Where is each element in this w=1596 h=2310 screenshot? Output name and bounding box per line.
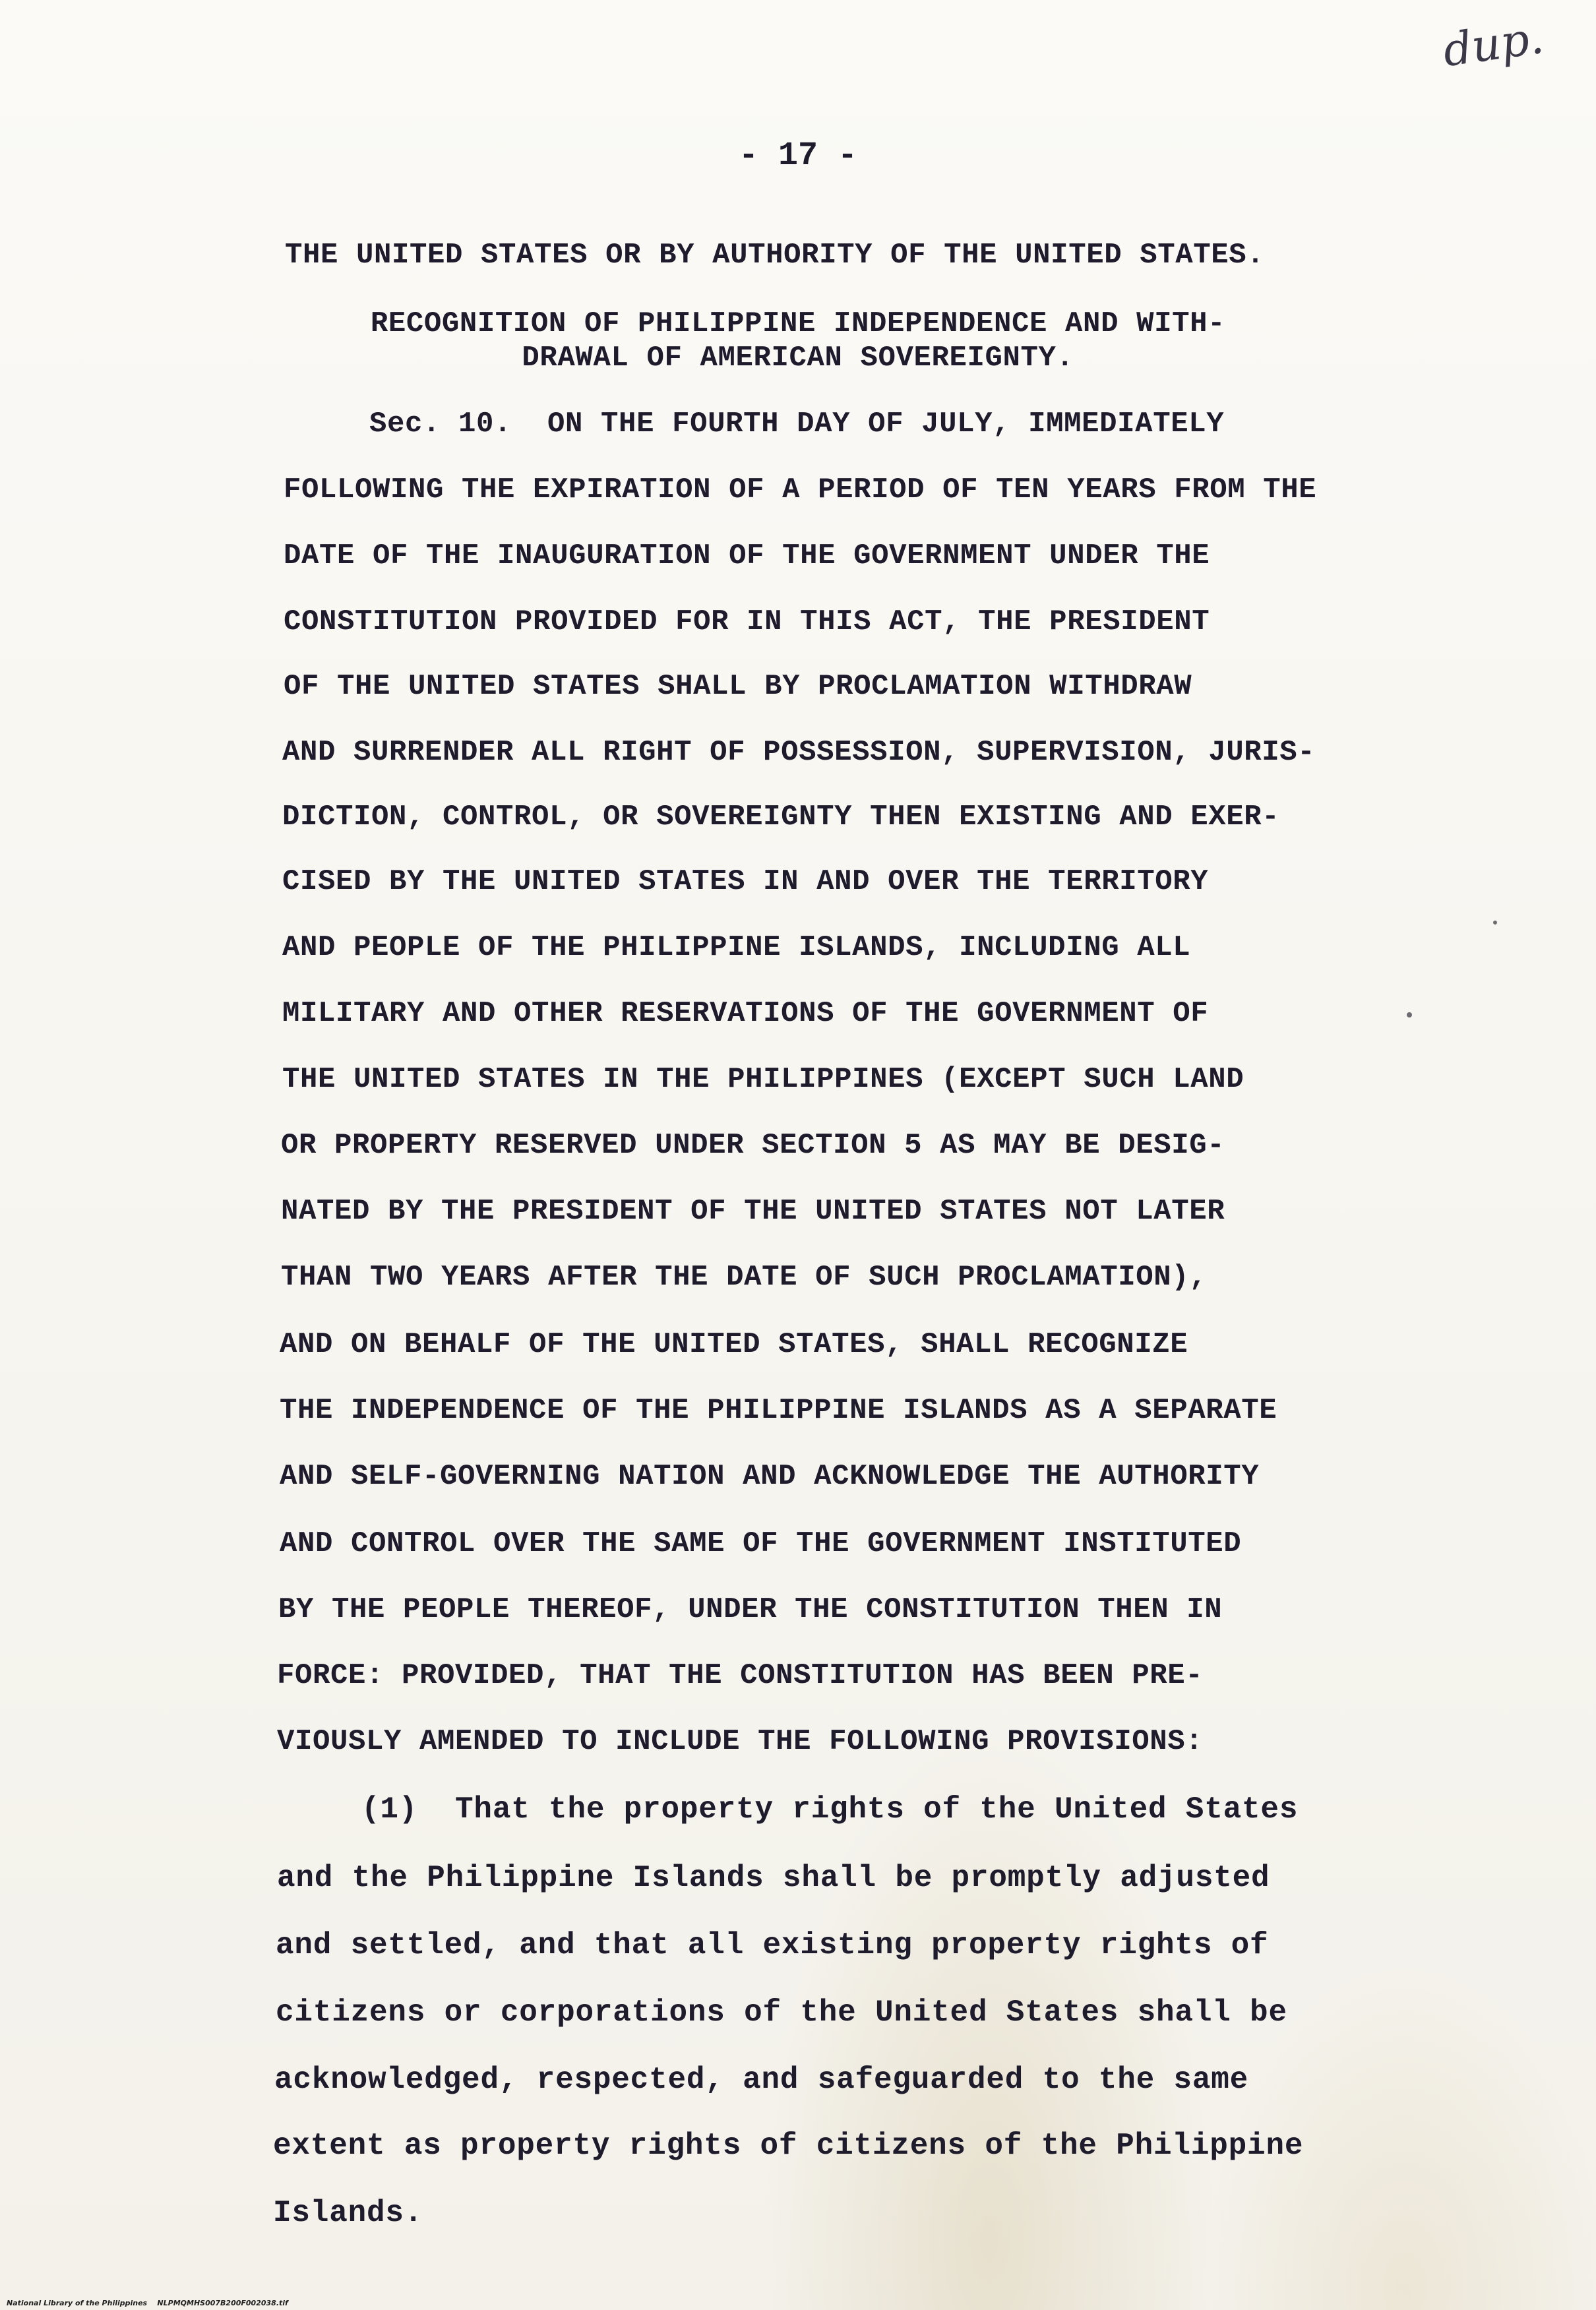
body-text-line: FOLLOWING THE EXPIRATION OF A PERIOD OF TEN YEARS FROM THE	[284, 473, 1317, 506]
body-text-line: OF THE UNITED STATES SHALL BY PROCLAMATION WITHDRAW	[284, 670, 1192, 703]
text-line-continuation: THE UNITED STATES OR BY AUTHORITY OF THE UNITED STATES.	[285, 239, 1265, 272]
paper-speck	[1493, 921, 1497, 925]
body-text-line: AND PEOPLE OF THE PHILIPPINE ISLANDS, INCLUDING ALL	[282, 931, 1191, 964]
body-text-line: VIOUSLY AMENDED TO INCLUDE THE FOLLOWING PROVISIONS:	[277, 1725, 1204, 1758]
section-heading-line-1: RECOGNITION OF PHILIPPINE INDEPENDENCE AND WITH-	[370, 307, 1226, 340]
provision-text-line: citizens or corporations of the United States shall be	[276, 1995, 1287, 2030]
body-text-line: THAN TWO YEARS AFTER THE DATE OF SUCH PROCLAMATION),	[281, 1261, 1208, 1294]
body-text-line: FORCE: PROVIDED, THAT THE CONSTITUTION HAS BEEN PRE-	[277, 1659, 1204, 1692]
body-text-line: AND SURRENDER ALL RIGHT OF POSSESSION, SUPERVISION, JURIS-	[282, 736, 1316, 769]
archive-footer: National Library of the Philippines NLPMQMHS007B200F002038.tif	[7, 2299, 288, 2307]
provision-text-line: Islands.	[273, 2196, 423, 2230]
handwritten-margin-note: dup.	[1440, 11, 1547, 78]
provision-1-first-line: (1) That the property rights of the United States	[361, 1792, 1299, 1827]
body-text-line: AND SELF-GOVERNING NATION AND ACKNOWLEDGE THE AUTHORITY	[280, 1460, 1260, 1493]
body-text-line: DICTION, CONTROL, OR SOVEREIGNTY THEN EXISTING AND EXER-	[282, 801, 1280, 834]
body-text-line: AND ON BEHALF OF THE UNITED STATES, SHALL RECOGNIZE	[280, 1328, 1188, 1361]
body-text-line: THE UNITED STATES IN THE PHILIPPINES (EXCEPT SUCH LAND	[282, 1063, 1244, 1096]
body-text-line: CONSTITUTION PROVIDED FOR IN THIS ACT, THE PRESIDENT	[284, 605, 1210, 638]
section-heading-line-2: DRAWAL OF AMERICAN SOVEREIGNTY.	[522, 342, 1074, 375]
body-text-line: MILITARY AND OTHER RESERVATIONS OF THE GOVERNMENT OF	[282, 997, 1209, 1030]
body-text-line: CISED BY THE UNITED STATES IN AND OVER THE TERRITORY	[282, 865, 1209, 898]
body-text-line: NATED BY THE PRESIDENT OF THE UNITED STATES NOT LATER	[281, 1195, 1225, 1228]
page-number: - 17 -	[738, 137, 858, 175]
provision-text-line: acknowledged, respected, and safeguarded to the same	[274, 2063, 1249, 2097]
body-text-line: BY THE PEOPLE THEREOF, UNDER THE CONSTITUTION THEN IN	[278, 1593, 1223, 1626]
section-10-first-line: Sec. 10. ON THE FOURTH DAY OF JULY, IMMEDIATELY	[369, 408, 1225, 441]
provision-text-line: and the Philippine Islands shall be promptly adjusted	[277, 1861, 1270, 1895]
provision-text-line: and settled, and that all existing property rights of	[276, 1928, 1269, 1962]
body-text-line: AND CONTROL OVER THE SAME OF THE GOVERNMENT INSTITUTED	[280, 1527, 1242, 1560]
body-text-line: THE INDEPENDENCE OF THE PHILIPPINE ISLANDS AS A SEPARATE	[280, 1394, 1277, 1427]
body-text-line: DATE OF THE INAUGURATION OF THE GOVERNMENT UNDER THE	[284, 539, 1210, 572]
paper-speck	[1407, 1012, 1412, 1018]
body-text-line: OR PROPERTY RESERVED UNDER SECTION 5 AS MAY BE DESIG-	[281, 1129, 1225, 1162]
provision-text-line: extent as property rights of citizens of the Philippine	[273, 2129, 1304, 2163]
